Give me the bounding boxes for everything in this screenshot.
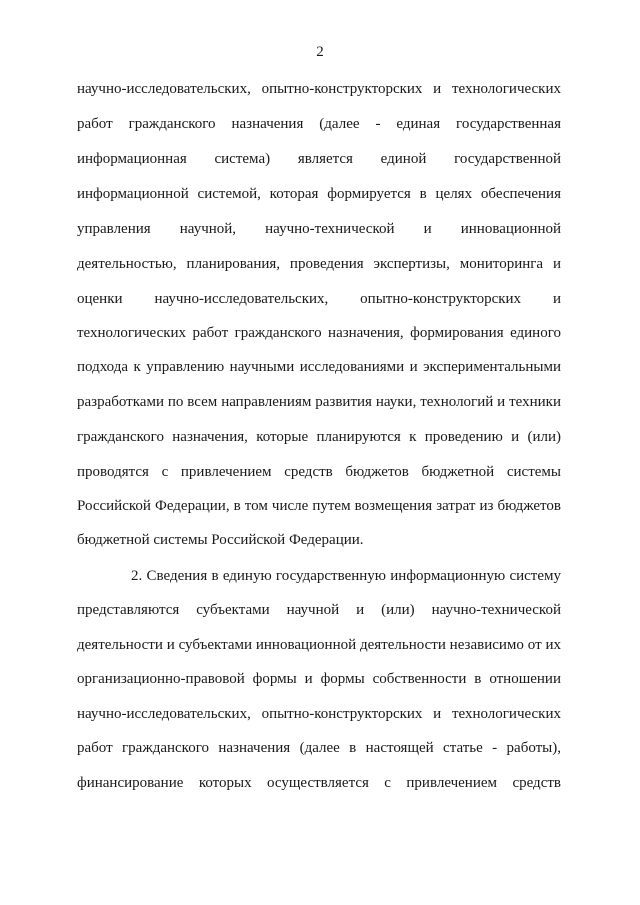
text-line: организационно-правовой формы и формы собственности в отношении	[77, 671, 561, 687]
text-line: научно-исследовательских, опытно-конструкторских и технологических	[77, 706, 561, 722]
text-line: информационная система) является единой государственной	[77, 151, 561, 167]
text-line: деятельности и субъектами инновационной деятельности независимо от их	[77, 637, 561, 653]
text-line: научно-исследовательских, опытно-конструкторских и технологических	[77, 81, 561, 97]
text-line: бюджетной системы Российской Федерации.	[77, 532, 364, 548]
text-line: технологических работ гражданского назначения, формирования единого	[77, 325, 561, 341]
text-line: информационной системой, которая формируется в целях обеспечения	[77, 186, 561, 202]
page-number: 2	[316, 44, 324, 60]
text-line: деятельностью, планирования, проведения экспертизы, мониторинга и	[77, 256, 561, 272]
text-line: гражданского назначения, которые планируются к проведению и (или)	[77, 429, 561, 445]
text-line: Российской Федерации, в том числе путем возмещения затрат из бюджетов	[77, 498, 561, 514]
text-line: работ гражданского назначения (далее в настоящей статье - работы),	[77, 740, 561, 756]
text-line: управления научной, научно-технической и инновационной	[77, 221, 561, 237]
text-line: 2. Сведения в единую государственную информационную систему	[131, 568, 561, 584]
text-line: разработками по всем направлениям развития науки, технологий и техники	[77, 394, 561, 410]
text-line: проводятся с привлечением средств бюджетов бюджетной системы	[77, 464, 561, 480]
text-line: подхода к управлению научными исследованиями и экспериментальными	[77, 359, 561, 375]
text-line: оценки научно-исследовательских, опытно-конструкторских и	[77, 291, 561, 307]
text-line: работ гражданского назначения (далее - единая государственная	[77, 116, 561, 132]
text-line: финансирование которых осуществляется с привлечением средств	[77, 775, 561, 791]
text-line: представляются субъектами научной и (или) научно-технической	[77, 602, 561, 618]
